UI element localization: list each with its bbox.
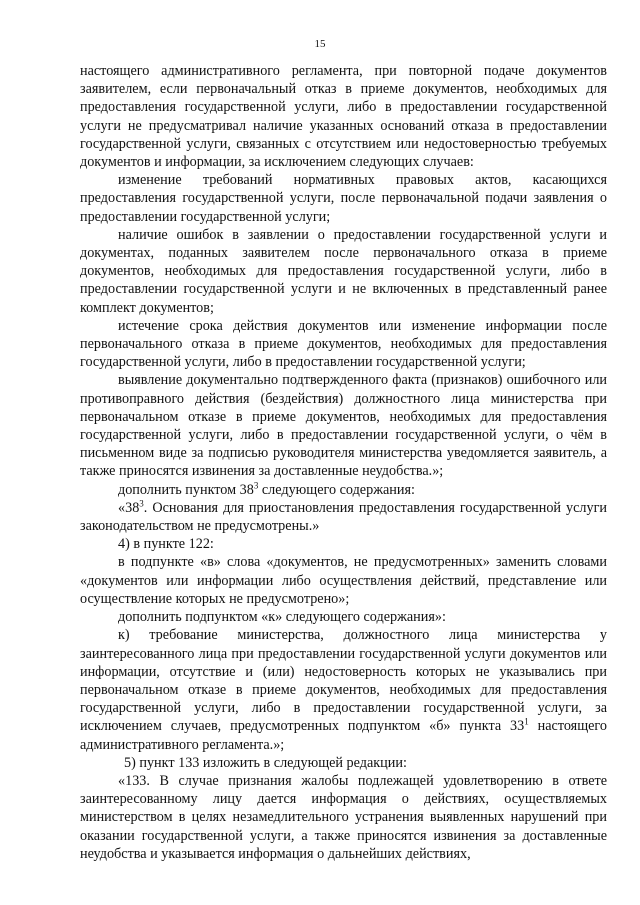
superscript: 1 (524, 716, 529, 727)
text-segment: дополнить пунктом 38 (118, 481, 254, 498)
text-segment: следующего содержания: (258, 481, 415, 498)
paragraph: изменение требований нормативных правовых актов, касающихся предоставления государственной услуги, после первоначальной подачи заявления о предоставлении государственной услуги; (80, 172, 607, 225)
paragraph: 5) пункт 133 изложить в следующей редакции: (124, 754, 407, 771)
paragraph (80, 499, 607, 535)
superscript: 3 (253, 479, 259, 490)
paragraph (80, 626, 607, 753)
superscript: 3 (139, 498, 144, 509)
paragraph: наличие ошибок в заявлении о предоставлении государственной услуги и документах, поданных заявителем после первоначального отказа в приеме документов, необходимых для предоставления государственной услуги, либо в предоставлении государственной услуги и не включенных в представленный ранее комплект документов; (80, 226, 607, 316)
paragraph: в подпункте «в» слова «документов, не предусмотренных» заменить словами «документов или информации либо осуществления действий, представление или осуществление которых не предусмотрено»; (80, 554, 607, 607)
paragraph: дополнить подпунктом «к» следующего содержания»: (118, 609, 446, 626)
paragraph: 4) в пункте 122: (118, 536, 214, 553)
paragraph: выявление документально подтвержденного факта (признаков) ошибочного или противоправного действия (бездействия) должностного лица министерства при первоначальном отказе в приеме документов, необходимых для предоставления государственной услуги, либо в предоставлении государственной услуги, о чём в письменном виде за подписью руководителя министерства уведомляется заявитель, а также приносятся извинения за доставленные неудобства.»; (80, 372, 607, 480)
text-segment: . Основания для приостановления предоставления государственной услуги законодательством не предусмотрены.» (80, 499, 607, 535)
page-number: 15 (314, 38, 326, 50)
paragraph: «133. В случае признания жалобы подлежащей удовлетворению в ответе заинтересованному лицу дается информация о действиях, осуществляемых министерством в целях незамедлительного устранения выявленных нарушений при оказании государственной услуги, а также приносятся извинения за доставленные неудобства и указывается информация о дальнейших действиях, (80, 772, 607, 862)
text-segment: «38 (118, 499, 140, 516)
text-segment: к) требование министерства, должностного лица министерства у заинтересованного лица при предоставлении государственной услуги документов или информации, отсутствие и (или) недостоверность которых не указывались при первоначальном отказе в приеме документов, необходимых для предоставления государственной услуги, либо в предоставлении государственной услуги, за исключением случаев, предусмотренных подпунктом «б» пункта 33 (80, 627, 607, 735)
paragraph: истечение срока действия документов или изменение информации после первоначального отказа в приеме документов, необходимых для предоставления государственной услуги, либо в предоставлении государственной услуги; (80, 317, 607, 371)
document-body (80, 62, 607, 863)
paragraph (80, 481, 607, 499)
text-segment: настоящего административного регламента.»; (80, 718, 607, 753)
paragraph: настоящего административного регламента, при повторной подаче документов заявителем, если первоначальный отказ в приеме документов, необходимых для предоставления государственной услуги, либо в предоставлении государственной услуги не предусматривал наличие указанных оснований отказа в предоставлении государственной услуги, связанных с отсутствием или недостоверностью требуемых документов и информации, за исключением следующих случаев: (80, 63, 607, 171)
